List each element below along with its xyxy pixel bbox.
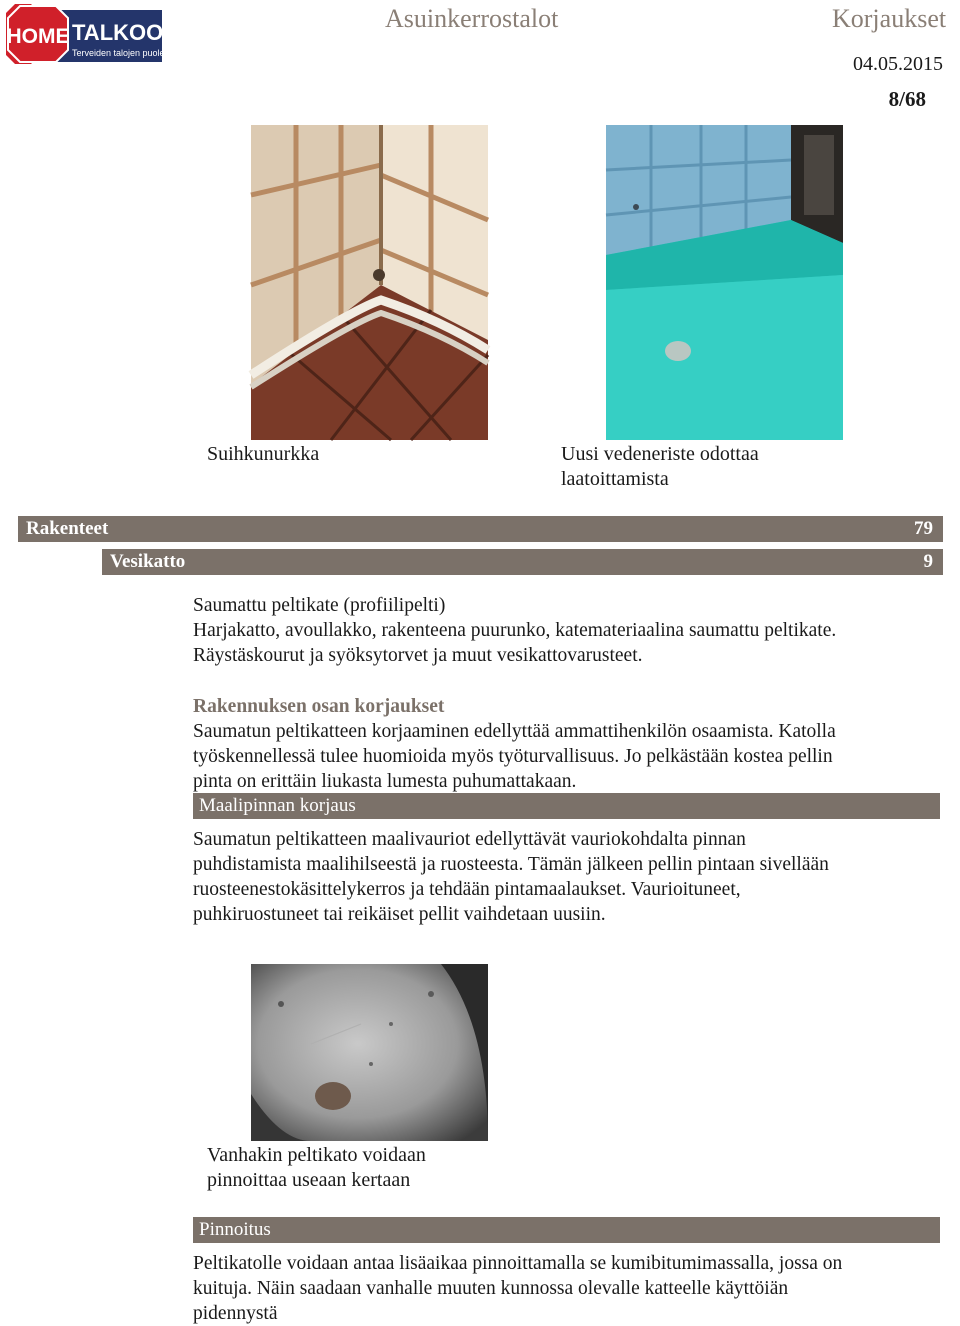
coating-bar: Pinnoitus xyxy=(193,1217,940,1243)
text-line: pidennystä xyxy=(193,1303,278,1324)
header-date: 04.05.2015 xyxy=(853,53,943,75)
text-line: Harjakatto, avoullakko, rakenteena puurunko, katemateriaalina saumattu peltikate. xyxy=(193,620,837,641)
text-line: puhkiruostuneet tai reikäiset pellit vaihdetaan uusiin. xyxy=(193,904,606,925)
paint-repair-bar: Maalipinnan korjaus xyxy=(193,793,940,819)
hometalkoot-logo xyxy=(6,4,200,64)
text-line: pinta on erittäin liukasta lumesta puhumattakaan. xyxy=(193,771,577,792)
text-line: ruosteenestokäsittelykerros ja tehdään pintamaalaukset. Vaurioituneet, xyxy=(193,879,741,900)
sheet-metal-roof-photo xyxy=(251,964,488,1141)
paint-repair-text xyxy=(193,827,933,927)
waterproofing-photo xyxy=(606,125,843,440)
text-line: Saumatun peltikatteen maalivauriot edellyttävät vauriokohdalta pinnan xyxy=(193,829,746,850)
vesikatto-number: 9 xyxy=(923,551,933,572)
photo-caption-roof xyxy=(207,1143,426,1193)
rakenteet-number: 79 xyxy=(914,518,933,539)
text-line: työskennellessä tulee huomioida myös työturvallisuus. Jo pelkästään kostea pellin xyxy=(193,746,833,767)
photo-caption-waterproofing xyxy=(561,442,759,492)
text-line: Saumatun peltikatteen korjaaminen edellyttää ammattihenkilön osaamista. Katolla xyxy=(193,721,836,742)
shower-corner-photo xyxy=(251,125,488,440)
roof-description xyxy=(193,593,933,668)
vesikatto-label: Vesikatto xyxy=(110,551,186,572)
header-section: Korjaukset xyxy=(832,4,947,33)
vesikatto-bar xyxy=(102,549,943,575)
svg-text:HOME: HOME xyxy=(6,25,70,48)
text-line: kuituja. Näin saadaan vanhalle muuten kunnossa olevalle katteelle käyttöiän xyxy=(193,1278,789,1299)
caption-line: laatoittamista xyxy=(561,468,669,490)
page-number: 8/68 xyxy=(888,87,926,111)
text-line: Peltikatolle voidaan antaa lisäaikaa pinnoittamalla se kumibitumimassalla, jossa on xyxy=(193,1253,843,1274)
roof-type-heading: Saumattu peltikate (profiilipelti) xyxy=(193,595,446,616)
rakenteet-bar xyxy=(18,516,943,542)
text-line: Räystäskourut ja syöksytorvet ja muut vesikattovarusteet. xyxy=(193,645,643,666)
repairs-section xyxy=(193,694,933,794)
svg-text:TALKOOT.FI: TALKOOT.FI xyxy=(72,20,200,45)
caption-line: Vanhakin peltikato voidaan xyxy=(207,1144,426,1166)
text-line: puhdistamista maalihilseestä ja ruosteesta. Tämän jälkeen pellin pintaan sivellään xyxy=(193,854,829,875)
repairs-heading: Rakennuksen osan korjaukset xyxy=(193,696,445,717)
header-category: Asuinkerrostalot xyxy=(385,4,559,33)
svg-text:Terveiden talojen puolesta: Terveiden talojen puolesta xyxy=(72,48,177,58)
caption-line: pinnoittaa useaan kertaan xyxy=(207,1169,411,1191)
rakenteet-label: Rakenteet xyxy=(26,518,109,539)
caption-line: Uusi vedeneriste odottaa xyxy=(561,443,759,465)
photo-caption-shower: Suihkunurkka xyxy=(207,443,320,465)
coating-text xyxy=(193,1251,933,1326)
